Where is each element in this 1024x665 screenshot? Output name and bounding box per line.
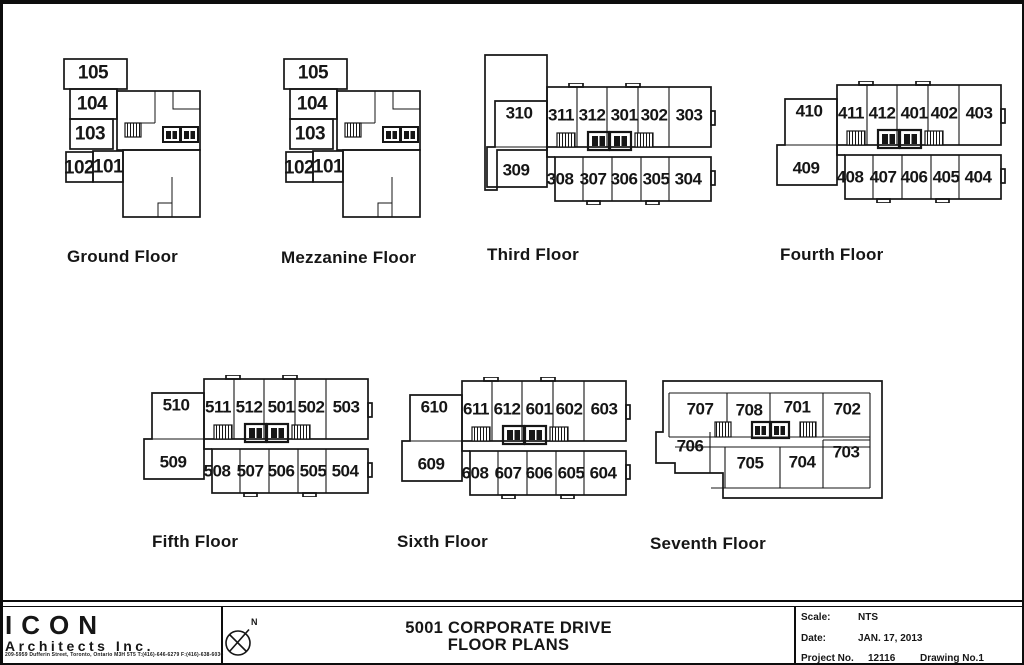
unit-number: 309 — [502, 160, 530, 180]
unit-number: 603 — [590, 399, 618, 419]
unit-number: 608 — [461, 463, 489, 483]
unit-number: 703 — [832, 442, 860, 462]
floor-plan-fourth — [773, 81, 1007, 203]
unit-number: 701 — [783, 397, 811, 417]
unit-number: 501 — [267, 397, 295, 417]
unit-number: 404 — [964, 167, 992, 187]
unit-number: 306 — [610, 169, 638, 189]
date-label: Date: — [801, 633, 827, 644]
unit-number: 102 — [63, 157, 95, 179]
unit-number: 504 — [331, 461, 359, 481]
unit-number: 612 — [493, 399, 521, 419]
unit-number: 609 — [417, 454, 445, 474]
unit-number: 604 — [589, 463, 617, 483]
unit-number: 310 — [505, 103, 533, 123]
unit-number: 105 — [77, 62, 109, 84]
unit-number: 704 — [788, 452, 816, 472]
floor-label-third: Third Floor — [487, 245, 579, 264]
unit-number: 505 — [299, 461, 327, 481]
unit-number: 702 — [833, 399, 861, 419]
unit-number: 411 — [838, 103, 864, 123]
unit-number: 509 — [159, 452, 187, 472]
unit-number: 403 — [965, 103, 993, 123]
titleblock-top-rule — [0, 600, 1024, 602]
drawing-no: Drawing No.1 — [920, 653, 984, 664]
drawing-title-line2: FLOOR PLANS — [447, 636, 570, 654]
unit-number: 307 — [579, 169, 607, 189]
floor-plan-sixth — [398, 377, 632, 499]
unit-number: 407 — [869, 167, 897, 187]
unit-number: 406 — [900, 167, 928, 187]
north-label: N — [251, 617, 258, 627]
unit-number: 103 — [294, 123, 326, 145]
floor-plan-third — [483, 53, 717, 205]
unit-number: 409 — [792, 158, 820, 178]
unit-number: 103 — [74, 123, 106, 145]
titleblock-top-rule-2 — [0, 606, 1024, 607]
unit-number: 706 — [676, 436, 704, 456]
unit-number: 401 — [900, 103, 928, 123]
unit-number: 705 — [736, 453, 764, 473]
unit-number: 511 — [205, 397, 231, 417]
project-no-label: Project No. — [801, 653, 854, 664]
floor-plan-ground — [63, 57, 203, 219]
unit-number: 605 — [557, 463, 585, 483]
unit-number: 101 — [312, 156, 344, 178]
unit-number: 308 — [546, 169, 574, 189]
unit-number: 708 — [735, 400, 763, 420]
unit-number: 707 — [686, 399, 714, 419]
scale-label: Scale: — [801, 612, 831, 623]
scale-value: NTS — [858, 612, 878, 623]
unit-number: 412 — [868, 103, 896, 123]
floor-label-fifth: Fifth Floor — [152, 532, 239, 551]
unit-number: 408 — [836, 167, 864, 187]
floor-label-sixth: Sixth Floor — [397, 532, 488, 551]
unit-number: 101 — [92, 156, 124, 178]
unit-number: 410 — [795, 101, 823, 121]
unit-number: 104 — [296, 93, 328, 115]
unit-number: 102 — [283, 157, 315, 179]
floor-label-seventh: Seventh Floor — [650, 534, 766, 553]
unit-number: 508 — [203, 461, 231, 481]
floor-plan-mezzanine — [283, 57, 423, 219]
unit-number: 606 — [525, 463, 553, 483]
unit-number: 405 — [932, 167, 960, 187]
project-no-value: 12116 — [868, 653, 896, 664]
unit-number: 304 — [674, 169, 702, 189]
unit-number: 503 — [332, 397, 360, 417]
company-address: 209-5959 Dufferin Street, Toronto, Ontario M3H 5T5 T:(416)-646-6279 F:(416)-638-6036 — [5, 652, 224, 658]
drawing-title — [222, 620, 795, 654]
unit-number: 601 — [525, 399, 553, 419]
floor-label-mezzanine: Mezzanine Floor — [281, 248, 417, 267]
drawing-title-line1: 5001 CORPORATE DRIVE — [405, 619, 612, 637]
company-name: Architects Inc. — [5, 638, 154, 654]
unit-number: 611 — [463, 399, 489, 419]
unit-number: 402 — [930, 103, 958, 123]
unit-number: 104 — [76, 93, 108, 115]
unit-number: 305 — [642, 169, 670, 189]
unit-number: 302 — [640, 105, 668, 125]
unit-number: 311 — [548, 105, 574, 125]
floor-label-fourth: Fourth Floor — [780, 245, 884, 264]
floor-label-ground: Ground Floor — [67, 247, 178, 266]
unit-number: 607 — [494, 463, 522, 483]
unit-number: 301 — [610, 105, 638, 125]
date-value: JAN. 17, 2013 — [858, 633, 923, 644]
unit-number: 610 — [420, 397, 448, 417]
company-logo: ICON — [5, 610, 106, 640]
floor-plan-fifth — [140, 375, 374, 497]
floor-plan-seventh — [655, 380, 883, 500]
unit-number: 105 — [297, 62, 329, 84]
unit-number: 602 — [555, 399, 583, 419]
unit-number: 507 — [236, 461, 264, 481]
unit-number: 502 — [297, 397, 325, 417]
unit-number: 510 — [162, 395, 190, 415]
unit-number: 506 — [267, 461, 295, 481]
unit-number: 312 — [578, 105, 606, 125]
unit-number: 303 — [675, 105, 703, 125]
unit-number: 512 — [235, 397, 263, 417]
